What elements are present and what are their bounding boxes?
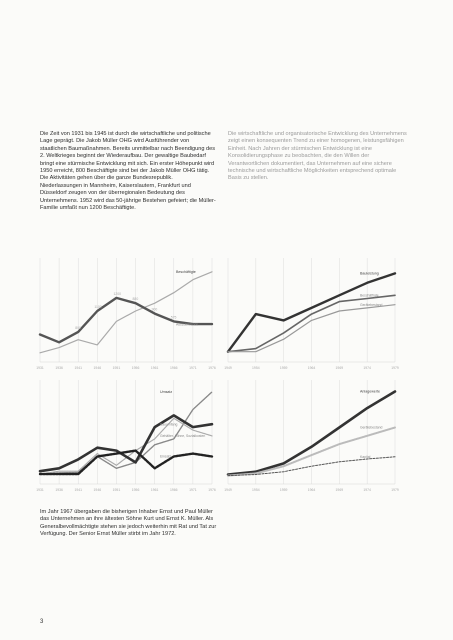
x-tick-label: 1956 — [131, 488, 140, 492]
x-tick-label: 1976 — [208, 366, 216, 370]
x-tick-label: 1941 — [74, 366, 82, 370]
x-tick-label: 1931 — [36, 366, 44, 370]
x-tick-label: 1951 — [112, 366, 121, 370]
x-tick-label: 1971 — [189, 488, 197, 492]
x-tick-label: 1959 — [279, 366, 288, 370]
intro-text-left: Die Zeit von 1931 bis 1945 ist durch die wirtschaftliche und politische Lage geprägt. Die Jakob Müller OHG wird Ausführender von staatlichen Baumaßnahmen. Bereits unmittelbar nach Beendigung des 2. Weltkrieges beginnt der Wiederaufbau. Der gewaltige Baubedarf bringt eine stürmische Entwicklung mit sich. Ein erster Höhepunkt wird 1950 erreicht, 800 Beschäftigte sind bei der Jakob Müller OHG tätig. Die Aktivitäten gehen über die ganze Bundesrepublik. Niederlassungen in Mannheim, Kaiserslautern, Frankfurt und Düsseldorf zeugen von der überregionalen Bedeutung des Unternehmens. 1952 wird das 50-jährige Bestehen gefeiert; die Müller-Familie umfaßt nun 1200 Beschäftigte. — [40, 131, 216, 212]
data-annotation: 1200 — [113, 291, 121, 296]
series-line — [40, 272, 212, 353]
x-tick-label: 1969 — [335, 366, 344, 370]
data-annotation: 900 — [151, 307, 158, 312]
data-annotation: 880 — [132, 297, 139, 302]
x-tick-label: 1966 — [170, 488, 178, 492]
x-tick-label: 1936 — [55, 488, 63, 492]
page-number: 3 — [40, 619, 44, 625]
x-tick-label: 1949 — [224, 366, 232, 370]
data-annotation: 575 — [170, 315, 177, 320]
x-tick-label: 1931 — [36, 488, 44, 492]
series-label: Gehälter, Löhne, Sozialkosten — [160, 434, 206, 439]
x-tick-label: 1979 — [391, 488, 399, 492]
x-tick-label: 1969 — [335, 488, 344, 492]
x-tick-label: 1961 — [150, 488, 159, 492]
x-tick-label: 1941 — [74, 488, 82, 492]
x-tick-label: 1946 — [93, 488, 102, 492]
series-label: Anlagewerte — [360, 389, 380, 394]
series-label: Umsatz — [160, 390, 173, 395]
x-tick-label: 1976 — [208, 488, 216, 492]
series-label: Einsatz — [160, 454, 172, 459]
caption-text-bottom: Im Jahr 1967 übergaben die bisherigen Inhaber Ernst und Paul Müller das Unternehmen an ihre ältesten Söhne Kurt und Ernst K. Müller. Als Generalbevollmächtigte stehen sie jedoch weiterhin mit Rat und Tat zur Verfügung. Der Senior Ernst Müller stirbt im Jahr 1972. — [40, 509, 217, 538]
series-label: Beschäftigte — [360, 293, 379, 298]
x-tick-label: 1951 — [112, 488, 121, 492]
series-label: Kapital — [360, 454, 371, 459]
intro-text-right: Die wirtschaftliche und organisatorische Entwicklung des Unternehmens zeigt einen konsequenten Trend zu einer homogenen, leistungsfähigen Einheit. Nach Jahren der stürmischen Entwicklung ist eine Konsolidierungsphase zu beobachten, die den Willen der Verantwortlichen dokumentiert, das Unternehmen auf eine sichere technische und wirtschaftliche Möglichkeiten entsprechend optimale Basis zu stellen. — [228, 131, 407, 182]
series-label: Gerätebestand — [360, 425, 383, 430]
x-tick-label: 1954 — [252, 488, 260, 492]
x-tick-label: 1964 — [307, 488, 316, 492]
series-label: Bauumfang — [160, 422, 178, 427]
data-annotation: 800 — [75, 325, 81, 330]
x-tick-label: 1961 — [150, 366, 159, 370]
x-tick-label: 1949 — [224, 488, 232, 492]
x-tick-label: 1946 — [93, 366, 102, 370]
x-tick-label: 1956 — [131, 366, 140, 370]
x-tick-label: 1966 — [170, 366, 178, 370]
x-tick-label: 1979 — [391, 366, 399, 370]
series-label: Gerätebestand — [360, 302, 383, 307]
series-line — [40, 451, 212, 475]
x-tick-label: 1974 — [363, 366, 371, 370]
x-tick-label: 1959 — [279, 488, 288, 492]
series-line — [40, 415, 212, 471]
x-tick-label: 1974 — [363, 488, 371, 492]
x-tick-label: 1936 — [55, 366, 63, 370]
x-tick-label: 1964 — [307, 366, 316, 370]
x-tick-label: 1954 — [252, 366, 260, 370]
series-label: Beschäftigte — [176, 270, 196, 275]
data-annotation: 1100 — [94, 305, 102, 309]
series-label: Auszubildende — [176, 322, 199, 327]
series-line — [40, 392, 212, 474]
series-label: Bauleistung — [360, 271, 379, 276]
x-tick-label: 1971 — [189, 366, 197, 370]
series-line — [40, 298, 212, 342]
